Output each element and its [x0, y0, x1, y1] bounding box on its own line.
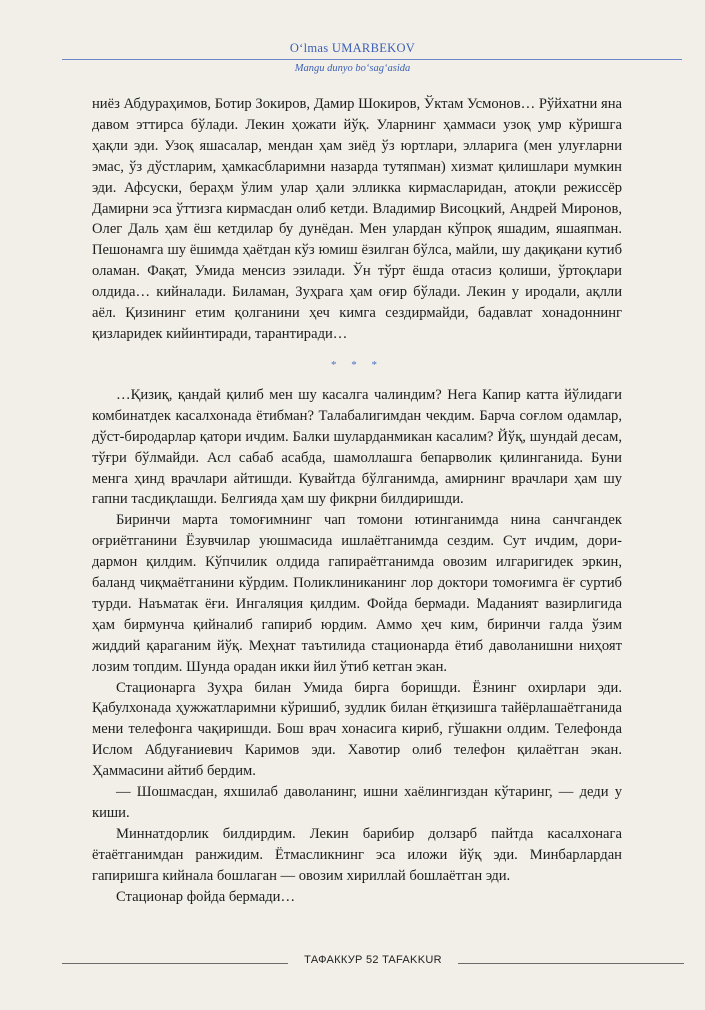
footer-rule-left [62, 963, 288, 964]
paragraph: — Шошмасдан, яхшилаб даволанинг, ишни хаёлингиздан кўтаринг, — деди у киши. [92, 784, 622, 821]
paragraph: Стационарга Зуҳра билан Умида бирга боришди. Ёзнинг охирлари эди. Қабулхонада ҳужжатларимни кўришиб, зудлик билан ётқизишга тайёрлашаётганида мени телефонга чақиришди. Бош врач хонасига кириб, гўшакни олдим. Телефонда Ислом Абдуғаниевич Каримов эди. Хавотир олиб телефон қилаётган экан. Ҳаммасини айтиб бердим. [92, 679, 622, 780]
body-text [92, 94, 622, 908]
paragraph: Миннатдорлик билдирдим. Лекин барибир долзарб пайтда касалхонага ётаётганимдан ранжидим. Ётмасликнинг эса иложи йўқ эди. Минбарлардан гапиришга кийнала бошлаган — овозим хириллай бошлаётган эди. [92, 825, 622, 884]
page-header [0, 0, 705, 80]
paragraph: Биринчи марта томоғимнинг чап томони ютинганимда нина санчгандек оғриётганини Ёзувчилар уюшмасида ишлаётганимда сездим. Сут ичдим, дори-дармон қилдим. Кўпчилик олдида гапираётганимда овозим илгаригидек эркин, баланд чиқмаётганини кўрдим. Поликлиниканинг лор доктори томоғимга ёғ суртиб турди. Наъматак ёғи. Ингаляция қилдим. Фойда бермади. Маданият вазирлигида ҳам бирмунча қийналиб гапириб юрдим. Аммо ҳеч ким, биринчи галда ўзим жиддий қараганим йўқ. Меҳнат таътилида стационарда ётиб даволанишни ниҳоят лозим топдим. Шунда орадан икки йил ўтиб кетган экан. [92, 512, 622, 675]
page-footer [0, 952, 705, 972]
paragraph: ниёз Абдураҳимов, Ботир Зокиров, Дамир Шокиров, Ўктам Усмонов… Рўйхатни яна давом эттирса бўлади. Лекин ҳожати йўқ. Уларнинг ҳаммаси узоқ умр кўришга ҳақли эди. Узоқ яшасалар, мендан ҳам зиёд ўз юртлари, элларига (мен улуғларни эмас, ўз дўстларим, ҳамкасбларимни назарда тутяпман) хизмат қилишлари мумкин эди. Афсуски, бераҳм ўлим улар ҳали элликка кирмасларидан, атоқли режиссёр Дамирни эса ўттизга кирмасдан олиб кетди. Владимир Висоцкий, Андрей Миронов, Олег Даль ҳам ёш кетдилар бу дунёдан. Мен улардан кўпроқ яшадим, яшаяпман. Пешонамга шу ёшимда ҳаётдан кўз юмиш ёзилган бўлса, майли, шу дақиқани кутиб оламан. Фақат, Умида менсиз эзилади. Ўн тўрт ёшда отасиз қолиши, ўртоқлари олдида… кийналади. Биламан, Зуҳрага ҳам оғир бўлади. Лекин у иродали, ақлли аёл. Қизининг етим қолганини ҳеч кимга сездирмайди, бадавлат хонадоннинг қизларидек кийинтиради, тарантиради… [92, 96, 622, 342]
footer-rule-right [458, 963, 684, 964]
footer-page-label: ТАФАККУР 52 TAFAKKUR [304, 954, 442, 966]
paragraph: Стационар фойда бермади… [116, 888, 296, 905]
paragraph: …Қизиқ, қандай қилиб мен шу касалга чалиндим? Нега Капир катта йўлидаги комбинатдек касалхонада ётибман? Талабалигимдан чекдим. Барча соғлом одамлар, дўст-биродарлар қатори ичдим. Балки шуларданмикан касалим? Йўқ, шундай десам, тўғри бўлмайди. Асл сабаб асабда, шамоллашга бепарволик қилинганида. Буни менга ҳинд врачлари айтишди. Кувайтда бўлганимда, амирнинг врачлари ҳам шу гапни тасдиқлашди. Белгияда ҳам шу фикрни билдиришди. [92, 386, 622, 508]
section-separator: * * * [331, 358, 383, 371]
header-rule [62, 59, 682, 60]
book-title: Mangu dunyo bo‘sag‘asida [294, 63, 411, 74]
author-name: O‘lmas UMARBEKOV [289, 41, 416, 55]
